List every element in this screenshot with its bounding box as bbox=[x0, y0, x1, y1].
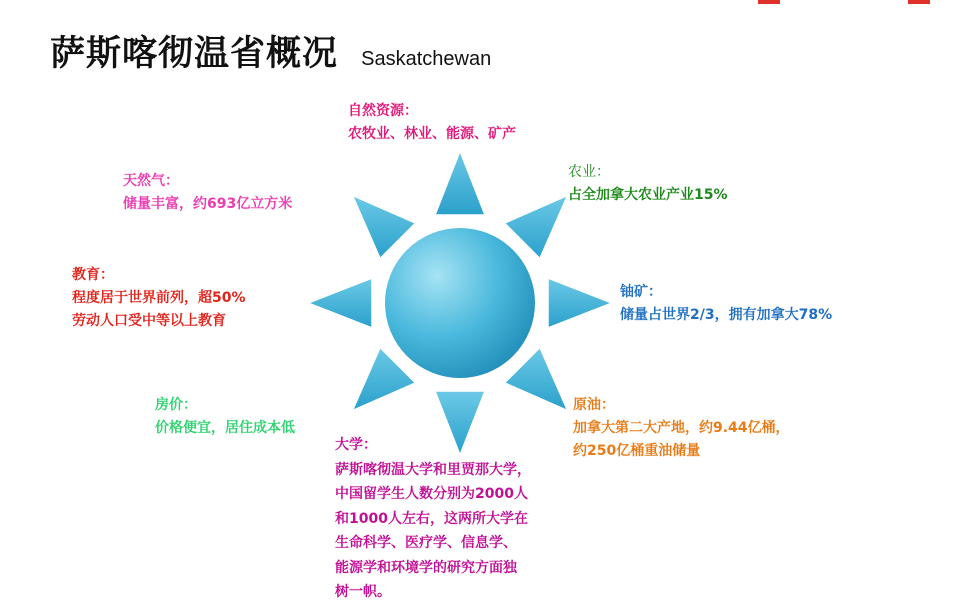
oil-heading: 原油： bbox=[573, 397, 615, 413]
label-natural-gas bbox=[123, 170, 292, 216]
house-line-1: 价格便宜，居住成本低 bbox=[155, 420, 295, 436]
label-agriculture bbox=[568, 161, 728, 207]
edu-line-2: 劳动人口受中等以上教育 bbox=[72, 313, 226, 329]
uranium-heading: 铀矿： bbox=[620, 284, 662, 300]
ray-north bbox=[435, 151, 485, 215]
univ-line-6: 树一帜。 bbox=[335, 584, 391, 600]
gas-heading: 天然气： bbox=[123, 173, 179, 189]
agri-heading: 农业： bbox=[568, 164, 610, 180]
title-main: 萨斯喀彻温省概况 bbox=[50, 34, 339, 74]
natural-heading: 自然资源： bbox=[348, 103, 418, 119]
edu-heading: 教育： bbox=[72, 267, 114, 283]
univ-line-1: 萨斯喀彻温大学和里贾那大学， bbox=[335, 461, 531, 478]
oil-line-2: 约250亿桶重油储量 bbox=[573, 443, 701, 459]
sun-core bbox=[384, 227, 536, 379]
label-natural-resources bbox=[348, 100, 516, 146]
univ-line-2: 中国留学生人数分别为2000人 bbox=[335, 486, 528, 502]
agri-line-1: 占全加拿大农业产业15% bbox=[568, 187, 728, 203]
label-education bbox=[72, 264, 246, 333]
house-heading: 房价： bbox=[155, 397, 197, 413]
univ-line-5: 能源学和环境学的研究方面独 bbox=[335, 559, 517, 576]
ray-east bbox=[548, 278, 612, 328]
natural-line-1: 农牧业、林业、能源、矿产 bbox=[348, 126, 516, 142]
title-subtitle: Saskatchewan bbox=[361, 48, 492, 70]
univ-heading: 大学： bbox=[335, 437, 377, 453]
uranium-line-1: 储量占世界2/3，拥有加拿大78% bbox=[620, 307, 833, 323]
edu-line-1: 程度居于世界前列，超50% bbox=[72, 290, 246, 306]
ray-west bbox=[308, 278, 372, 328]
label-crude-oil bbox=[573, 394, 790, 463]
label-uranium bbox=[620, 281, 832, 327]
univ-line-4: 生命科学、医疗学、信息学、 bbox=[335, 535, 517, 551]
label-housing bbox=[155, 394, 295, 440]
gas-line-1: 储量丰富，约693亿立方米 bbox=[123, 196, 293, 212]
label-university bbox=[335, 433, 531, 605]
oil-line-1: 加拿大第二大产地，约9.44亿桶， bbox=[573, 420, 790, 436]
univ-line-3: 和1000人左右，这两所大学在 bbox=[335, 510, 528, 527]
